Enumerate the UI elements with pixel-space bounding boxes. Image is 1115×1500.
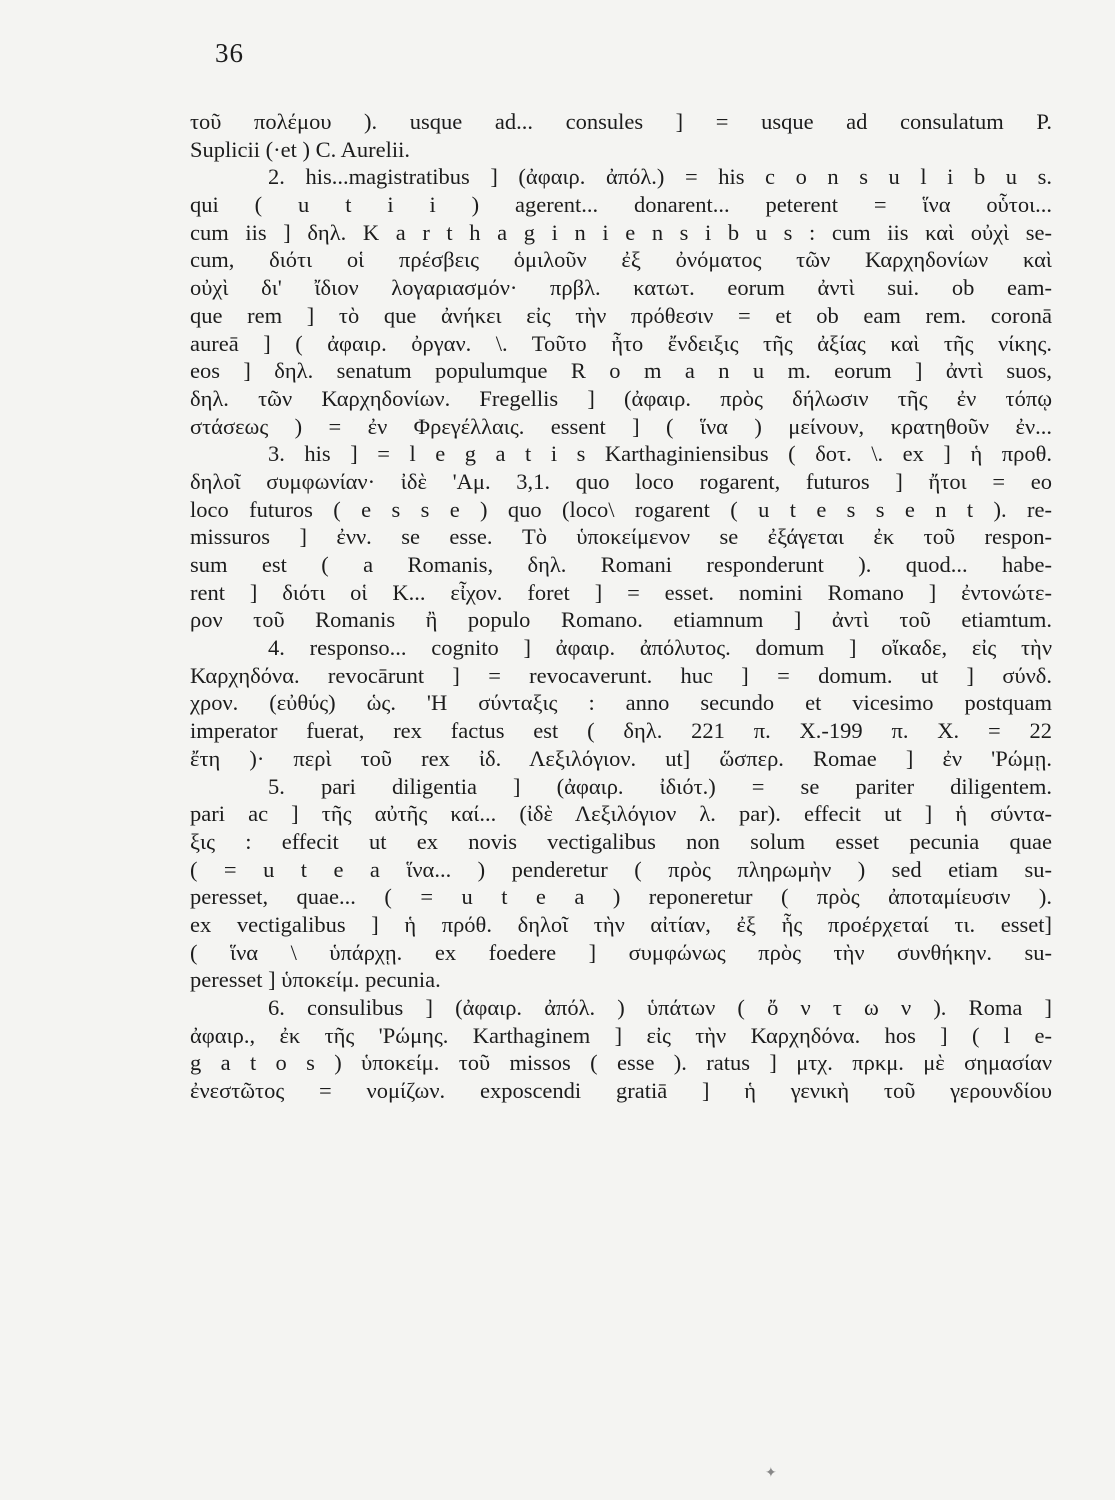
text-line: στάσεως ) = ἐν Φρεγέλλαις. essent ] ( ἵνα ) μείνουν, κρατηθοῦν ἐν...	[190, 413, 1052, 439]
text-line: Suplicii (·et ) C. Aurelii.	[190, 136, 410, 162]
text-line: que rem ] τὸ que ἀνήκει εἰς τὴν πρόθεσιν = et ob eam rem. coronā	[190, 302, 1052, 328]
text-line: imperator fuerat, rex factus est ( δηλ. 221 π. X.-199 π. X. = 22	[190, 718, 1052, 744]
text-line: pari ac ] τῆς αὐτῆς καί... (ἰδὲ Λεξιλόγιον λ. par). effecit ut ] ἡ σύντα-	[190, 801, 1052, 827]
text-line: ( = u t e a ἵνα... ) penderetur ( πρὸς πληρωμὴν ) sed etiam su-	[190, 856, 1052, 882]
text-line: 3. his ] = l e g a t i s Karthaginiensibus ( δοτ. \. ex ] ἡ προθ.	[268, 441, 1052, 467]
text-line: Καρχηδόνα. revocārunt ] = revocaverunt. huc ] = domum. ut ] σύνδ.	[190, 662, 1052, 688]
text-line: ξις : effecit ut ex novis vectigalibus non solum esset pecunia quae	[190, 828, 1052, 854]
text-line: τοῦ πολέμου ). usque ad... consules ] = usque ad consulatum P.	[190, 109, 1052, 134]
text-line: missuros ] ἐνν. se esse. Τὸ ὑποκείμενον se ἐξάγεται ἐκ τοῦ respon-	[190, 524, 1052, 550]
text-line: cum iis ] δηλ. K a r t h a g i n i e n s i b u s : cum iis καὶ οὐχὶ se-	[190, 219, 1052, 245]
text-line: χρον. (εὐθύς) ὡς. 'Η σύνταξις : anno secundo et vicesimo postquam	[190, 690, 1052, 716]
text-line: cum, διότι οἱ πρέσβεις ὁμιλοῦν ἐξ ὀνόματος τῶν Καρχηδονίων καὶ	[190, 247, 1052, 273]
text-line: δηλοῖ συμφωνίαν· ἰδὲ 'Aμ. 3,1. quo loco rogarent, futuros ] ἤτοι = eo	[190, 468, 1052, 494]
text-line: rent ] διότι οἱ K... εἶχον. foret ] = esset. nomini Romano ] ἐντονώτε-	[190, 579, 1052, 605]
text-line: 2. his...magistratibus ] (ἀφαιρ. ἀπόλ.) = his c o n s u l i b u s.	[268, 164, 1052, 190]
text-line: 5. pari diligentia ] (ἀφαιρ. ἰδιότ.) = se pariter diligentem.	[268, 773, 1052, 799]
text-line: ἐνεστῶτος = νομίζων. exposcendi gratiā ] ἡ γενικὴ τοῦ γερουνδίου	[190, 1078, 1052, 1104]
print-smudge-icon: ✦	[765, 1466, 777, 1481]
text-line: g a t o s ) ὑποκείμ. τοῦ missos ( esse ). ratus ] μτχ. πρκμ. μὲ σημασίαν	[190, 1050, 1052, 1076]
text-line: peresset ] ὑποκείμ. pecunia.	[190, 967, 441, 993]
text-line: loco futuros ( e s s e ) quo (loco\ rogarent ( u t e s s e n t ). re-	[190, 496, 1052, 522]
text-line: ἀφαιρ., ἐκ τῆς 'Ρώμης. Karthaginem ] εἰς τὴν Καρχηδόνα. hos ] ( l e-	[190, 1022, 1052, 1048]
text-line: sum est ( a Romanis, δηλ. Romani responderunt ). quod... habe-	[190, 552, 1052, 577]
text-line: οὐχὶ δι' ἴδιον λογαριασμόν· πρβλ. κατωτ. eorum ἀντὶ sui. ob eam-	[190, 275, 1052, 301]
commentary-text	[190, 108, 1052, 1105]
text-line: ( ἵνα \ ὑπάρχῃ. ex foedere ] συμφώνως πρὸς τὴν συνθήκην. su-	[190, 939, 1052, 965]
text-line: peresset, quae... ( = u t e a ) reponeretur ( πρὸς ἀποταμίευσιν ).	[190, 884, 1052, 910]
page-number: 36	[215, 38, 244, 68]
text-line: δηλ. τῶν Καρχηδονίων. Fregellis ] (ἀφαιρ. πρὸς δήλωσιν τῆς ἐν τόπῳ	[190, 385, 1052, 411]
text-line: 4. responso... cognito ] ἀφαιρ. ἀπόλυτος. domum ] οἴκαδε, εἰς τὴν	[268, 635, 1052, 661]
text-line: qui ( u t i i ) agerent... donarent... peterent = ἵνα οὗτοι...	[190, 192, 1052, 218]
text-line: 6. consulibus ] (ἀφαιρ. ἀπόλ. ) ὑπάτων ( ὄ ν τ ω ν ). Roma ]	[268, 995, 1052, 1020]
text-line: aureā ] ( ἀφαιρ. ὀργαν. \. Τοῦτο ἦτο ἔνδειξις τῆς ἀξίας καὶ τῆς νίκης.	[190, 330, 1052, 356]
text-line: eos ] δηλ. senatum populumque R o m a n u m. eorum ] ἀντὶ suos,	[190, 358, 1052, 384]
text-line: ἔτη )· περὶ τοῦ rex ἰδ. Λεξιλόγιον. ut] ὥσπερ. Romae ] ἐν 'Ρώμῃ.	[190, 745, 1052, 771]
text-line: ρον τοῦ Romanis ἢ populo Romano. etiamnum ] ἀντὶ τοῦ etiamtum.	[190, 607, 1052, 633]
text-line: ex vectigalibus ] ἡ πρόθ. δηλοῖ τὴν αἰτίαν, ἐξ ἧς προέρχεταί τι. esset]	[190, 911, 1052, 937]
